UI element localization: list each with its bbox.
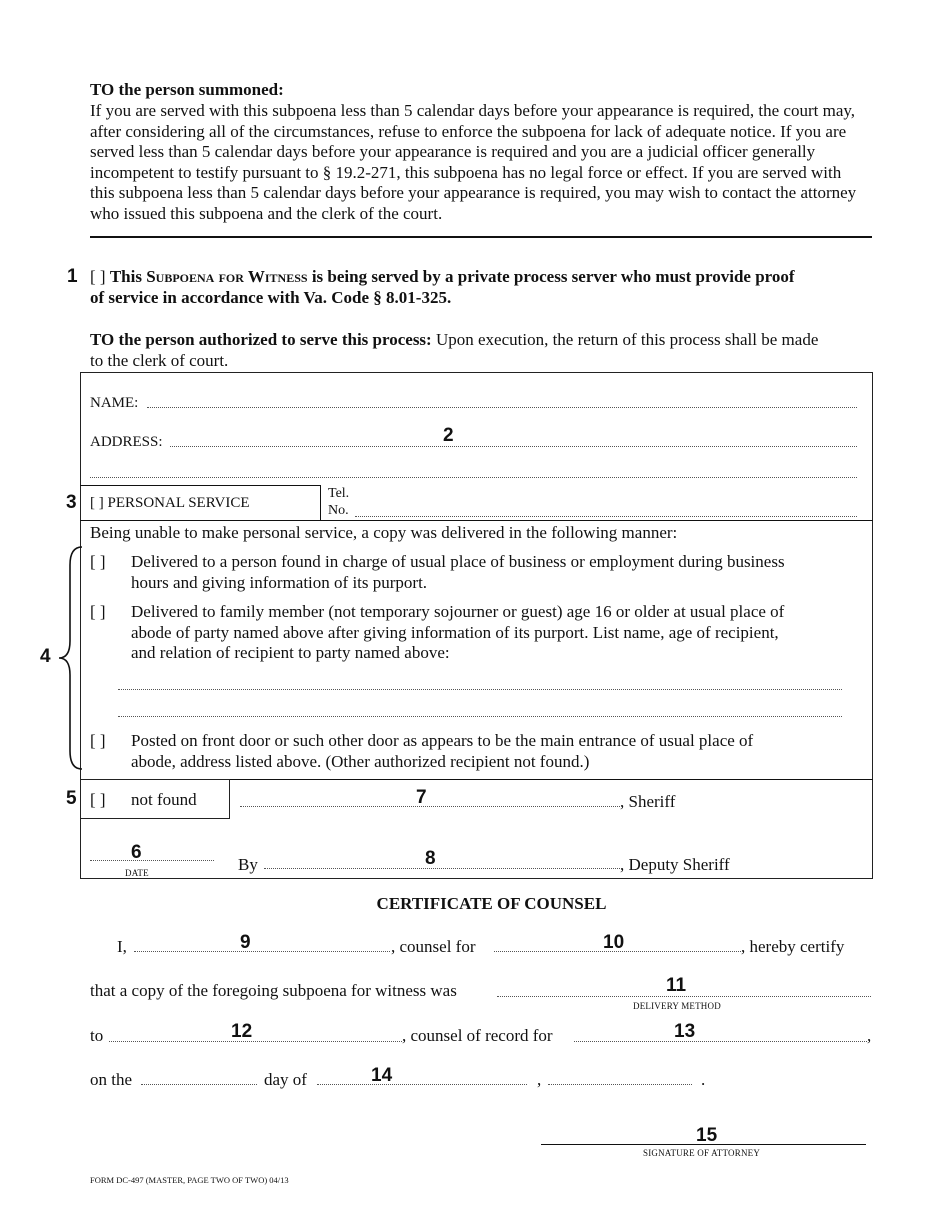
authorized-heading: TO the person authorized to serve this process: [90,330,432,349]
counsel-name-field[interactable] [134,951,390,952]
brace-icon [56,545,86,771]
option2-checkbox[interactable]: [ ] [90,602,106,621]
marker-14: 14 [371,1065,393,1086]
authorized-line2: to the clerk of court. [90,351,229,370]
counsel-record-field[interactable] [109,1041,402,1042]
year-field[interactable] [548,1084,692,1085]
option2-text [131,602,784,664]
day-field[interactable] [141,1084,257,1085]
period: . [701,1070,706,1089]
private-service-text: is being served by a private process server who must provide proof [311,267,795,286]
divider [320,485,321,521]
marker-2: 2 [443,425,454,446]
option1-line: Delivered to a person found in charge of usual place of business or employment during business [131,552,785,571]
option2-line: and relation of recipient to party named above: [131,643,450,662]
marker-10: 10 [603,932,625,953]
date-field[interactable] [90,860,214,861]
option3-line: abode, address listed above. (Other authorized recipient not found.) [131,751,590,771]
marker-13: 13 [674,1021,696,1042]
deputy-label: , Deputy Sheriff [620,855,730,874]
authorized-text: Upon execution, the return of this process shall be made [435,330,819,349]
authorized-line1 [90,330,818,351]
address-field-line2[interactable] [90,477,857,478]
not-found-label: not found [131,790,197,809]
notice-line: who issued this subpoena and the clerk of the court. [90,203,443,223]
marker-3: 3 [66,492,77,513]
day-of-label: day of [264,1070,307,1089]
option2-line: Delivered to family member (not temporary sojourner or guest) age 16 or older at usual place of [131,602,785,621]
notice-body [90,101,920,224]
notice-line: served less than 5 calendar days before your appearance is required and you are a judicial officer generally [90,142,816,161]
divider [80,485,320,486]
marker-7: 7 [416,787,427,808]
delivery-method-label: DELIVERY METHOD [633,1001,721,1011]
by-label: By [238,855,258,874]
marker-11: 11 [666,975,687,996]
personal-service-checkbox[interactable]: [ ] PERSONAL SERVICE [90,495,250,511]
on-the-label: on the [90,1070,133,1089]
marker-8: 8 [425,848,436,869]
form-footer: FORM DC-497 (MASTER, PAGE TWO OF TWO) 04/13 [90,1175,289,1185]
marker-1: 1 [67,266,78,287]
address-field[interactable] [170,446,857,447]
option3-text [131,731,753,772]
marker-5: 5 [66,788,77,809]
tel-label: Tel. [328,486,350,501]
recipient-field-line1[interactable] [118,689,842,690]
option1-text [131,552,785,593]
notice-line: after considering all of the circumstances, refuse to enforce the subpoena for lack of adequate notice. If you are [90,121,847,141]
signature-label: SIGNATURE OF ATTORNEY [643,1148,761,1158]
not-found-checkbox[interactable]: [ ] [90,790,106,809]
name-field[interactable] [147,407,857,408]
tel-field[interactable] [355,516,857,517]
section-divider [90,236,872,238]
private-service-line1 [90,267,795,288]
divider [80,520,873,521]
private-service-line2: of service in accordance with Va. Code § 8.01-325. [90,288,452,307]
option2-line: abode of party named above after giving information of its purport. List name, age of recipient, [131,622,779,642]
address-label: ADDRESS: [90,434,163,450]
marker-6: 6 [131,842,142,863]
notice-heading: TO the person summoned: [90,80,284,99]
certificate-title: CERTIFICATE OF COUNSEL [376,894,607,913]
recipient-field-line2[interactable] [118,716,842,717]
counsel-of-record-label: , counsel of record for [402,1026,553,1045]
hereby-label: , hereby certify [741,937,845,956]
option1-checkbox[interactable]: [ ] [90,552,106,571]
marker-15: 15 [696,1125,718,1146]
name-label: NAME: [90,395,139,411]
marker-4: 4 [40,646,51,667]
private-service-checkbox[interactable]: [ ] [90,267,106,286]
i-label: I, [117,937,127,956]
notice-line: If you are served with this subpoena less than 5 calendar days before your appearance is required, the court may, [90,101,856,120]
sheriff-field[interactable] [240,806,620,807]
month-field[interactable] [317,1084,527,1085]
subpoena-title: Subpoena for Witness [146,267,308,286]
notice-line: this subpoena less than 5 calendar days before your appearance is required, you may wish to contact the attorney [90,183,857,202]
counsel-for-label: , counsel for [391,937,476,956]
sheriff-label: , Sheriff [620,792,676,811]
option1-line: hours and giving information of its purport. [131,572,428,592]
comma: , [867,1026,872,1045]
notice-line: incompetent to testify pursuant to § 19.2-271, this subpoena has no legal force or effect. If you are served with [90,162,842,182]
party-field[interactable] [574,1041,867,1042]
date-label: DATE [125,868,149,878]
private-service-text: This [109,267,142,286]
unable-text: Being unable to make personal service, a copy was delivered in the following manner: [90,523,678,542]
no-label: No. [328,503,349,518]
option3-line: Posted on front door or such other door as appears to be the main entrance of usual place of [131,731,754,750]
copy-label: that a copy of the foregoing subpoena for witness was [90,981,457,1000]
marker-9: 9 [240,932,251,953]
comma: , [537,1070,542,1089]
marker-12: 12 [231,1021,253,1042]
to-label: to [90,1026,104,1045]
option3-checkbox[interactable]: [ ] [90,731,106,750]
deputy-field[interactable] [264,868,620,869]
